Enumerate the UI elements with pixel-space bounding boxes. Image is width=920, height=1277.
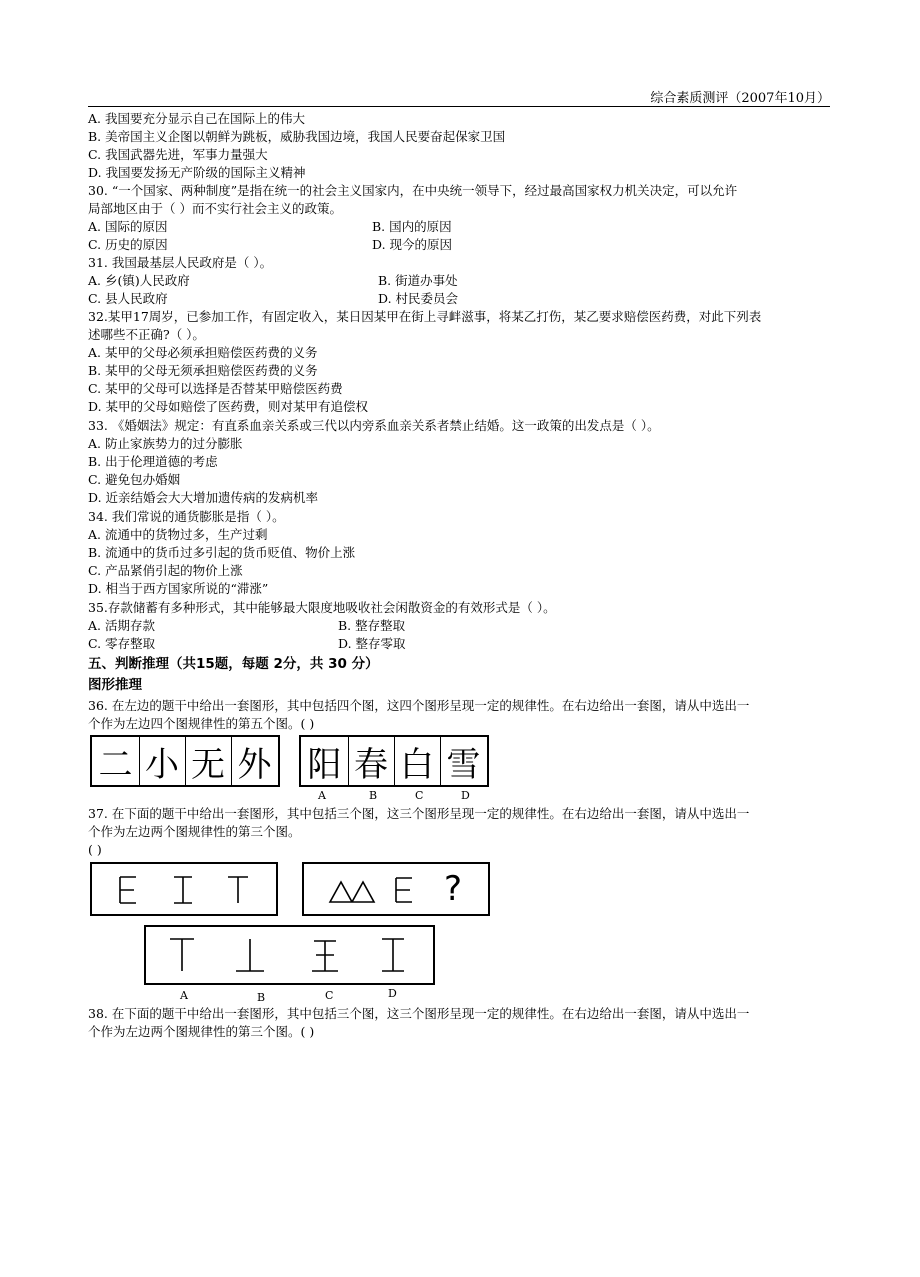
q31-option-b: B. 街道办事处 [378, 273, 458, 288]
page-header [88, 86, 830, 107]
q36-label-c: C [415, 789, 424, 802]
q37-options-figure [144, 925, 435, 985]
q29-option-c: C. 我国武器先进，军事力量强大 [88, 147, 268, 162]
q36-option-a-cell[interactable]: 阳 [301, 737, 349, 785]
q37-option-glyphs [146, 927, 437, 987]
q36-left-cell-4: 外 [237, 744, 272, 785]
q30-stem-line2: 局部地区由于（ ）而不实行社会主义的政策。 [88, 201, 342, 216]
q32-option-a: A. 某甲的父母必须承担赔偿医药费的义务 [88, 345, 318, 360]
q37-label-b: B [257, 991, 266, 1004]
q37-label-a: A [180, 989, 188, 1002]
glyph-i [174, 877, 192, 903]
q32-stem-line2: 述哪些不正确?（ ）。 [88, 327, 205, 342]
q33-option-d: D. 近亲结婚会大大增加遗传病的发病机率 [88, 490, 319, 505]
q34-option-d: D. 相当于西方国家所说的“滞涨” [88, 581, 269, 596]
option-c-glyph [312, 941, 338, 971]
q36-right-figure [299, 735, 489, 787]
q36-label-b: B [369, 789, 378, 802]
q34-option-c: C. 产品紧俏引起的物价上涨 [88, 563, 243, 578]
q32-stem-line1: 32.某甲17周岁，已参加工作，有固定收入，某日因某甲在街上寻衅滋事，将某乙打伤，某乙要求赔偿医药费，对此下列表 [88, 309, 762, 324]
q32-option-d: D. 某甲的父母如赔偿了医药费，则对某甲有追偿权 [88, 399, 369, 414]
q37-stem-line1: 37. 在下面的题干中给出一套图形，其中包括三个图，这三个图形呈现一定的规律性。在右边给出一套图，请从中选出一 [88, 806, 750, 821]
q34-stem: 34. 我们常说的通货膨胀是指（ ）。 [88, 509, 285, 524]
q31-option-c: C. 县人民政府 [88, 291, 168, 306]
q37-left-figure [90, 862, 278, 916]
q30-option-c: C. 历史的原因 [88, 237, 168, 252]
q37-label-d: D [388, 987, 397, 1000]
q36-label-d: D [461, 789, 470, 802]
q35-option-b: B. 整存整取 [338, 618, 406, 633]
q29-option-b: B. 美帝国主义企图以朝鲜为跳板，威胁我国边境，我国人民要奋起保家卫国 [88, 129, 506, 144]
q37-right-glyphs [304, 864, 492, 918]
q30-option-d: D. 现今的原因 [372, 237, 453, 252]
q36-option-c-cell[interactable]: 白 [394, 737, 441, 785]
glyph-double-triangle [330, 882, 374, 902]
q32-option-c: C. 某甲的父母可以选择是否替某甲赔偿医药费 [88, 381, 343, 396]
glyph-e [120, 877, 136, 903]
q31-option-d: D. 村民委员会 [378, 291, 459, 306]
q37-stem-line2: 个作为左边两个图规律性的第三个图。 [88, 824, 301, 839]
q37-left-glyphs [92, 864, 280, 918]
q36-label-a: A [318, 789, 326, 802]
option-d-glyph [382, 939, 404, 971]
q38-stem-line1: 38. 在下面的题干中给出一套图形，其中包括三个图，这三个图形呈现一定的规律性。在右边给出一套图，请从中选出一 [88, 1006, 750, 1021]
q31-option-a: A. 乡(镇)人民政府 [88, 273, 190, 288]
section-title: 五、判断推理（共15题，每题 2分，共 30 分） [88, 656, 379, 672]
q36-option-b-cell[interactable]: 春 [348, 737, 395, 785]
option-b-glyph [236, 939, 264, 971]
q29-option-d: D. 我国要发扬无产阶级的国际主义精神 [88, 165, 306, 180]
q33-option-c: C. 避免包办婚姻 [88, 472, 181, 487]
q35-stem: 35.存款储蓄有多种形式，其中能够最大限度地吸收社会闲散资金的有效形式是（ ）。 [88, 600, 556, 615]
q36-stem-line2: 个作为左边四个图规律性的第五个图。( ) [88, 716, 315, 731]
q29-option-a: A. 我国要充分显示自己在国际上的伟大 [88, 111, 305, 126]
q36-left-cell-1: 二 [92, 737, 140, 785]
q38-stem-line2: 个作为左边两个图规律性的第三个图。( ) [88, 1024, 315, 1039]
q35-option-d: D. 整存零取 [338, 636, 406, 651]
q31-stem: 31. 我国最基层人民政府是（ ）。 [88, 255, 273, 270]
q36-stem-line1: 36. 在左边的题干中给出一套图形，其中包括四个图，这四个图形呈现一定的规律性。在右边给出一套图，请从中选出一 [88, 698, 750, 713]
glyph-e [396, 878, 412, 902]
q34-option-a: A. 流通中的货物过多，生产过剩 [88, 527, 268, 542]
section-subtitle: 图形推理 [88, 677, 142, 693]
q30-option-a: A. 国际的原因 [88, 219, 168, 234]
q36-left-cell-3: 无 [185, 737, 232, 785]
glyph-t [228, 877, 248, 903]
q33-option-b: B. 出于伦理道德的考虑 [88, 454, 218, 469]
q37-answer-blank: ( ) [88, 842, 102, 857]
q30-option-b: B. 国内的原因 [372, 219, 452, 234]
q32-option-b: B. 某甲的父母无须承担赔偿医药费的义务 [88, 363, 318, 378]
q35-option-a: A. 活期存款 [88, 618, 155, 633]
q35-option-c: C. 零存整取 [88, 636, 156, 651]
q36-left-cell-2: 小 [139, 737, 186, 785]
header-title: 综合素质测评（2007年10月） [650, 91, 830, 106]
q34-option-b: B. 流通中的货币过多引起的货币贬值、物价上涨 [88, 545, 356, 560]
question-mark: ? [444, 869, 463, 909]
q30-stem-line1: 30. “一个国家、两种制度”是指在统一的社会主义国家内，在中央统一领导下，经过最高国家权力机关决定，可以允许 [88, 183, 738, 198]
q37-right-figure [302, 862, 490, 916]
q33-stem: 33. 《婚姻法》规定：有直系血亲关系或三代以内旁系血亲关系者禁止结婚。这一政策的出发点是（ ）。 [88, 418, 660, 433]
q37-label-c: C [325, 989, 334, 1002]
q36-left-figure [90, 735, 280, 787]
option-a-glyph [170, 939, 194, 971]
q36-option-d-cell[interactable]: 雪 [446, 744, 481, 785]
q33-option-a: A. 防止家族势力的过分膨胀 [88, 436, 243, 451]
